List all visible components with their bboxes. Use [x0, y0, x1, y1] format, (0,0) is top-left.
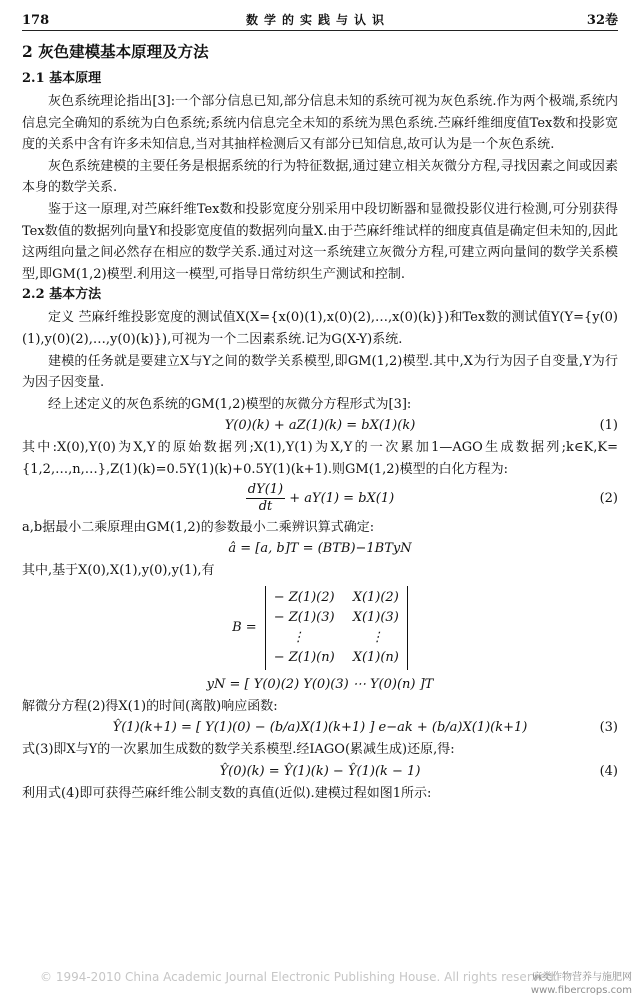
matrix-cell: − Z(1)(n) [273, 649, 335, 665]
yn-equation: yN = [ Y(0)(2) Y(0)(3) ⋯ Y(0)(n) ]T [206, 676, 434, 692]
equation-1 [22, 415, 618, 437]
page-number: 178 [22, 13, 50, 28]
journal-title: 数学的实践与认识 [246, 13, 391, 27]
subsection-title-2-2: 2.2 基本方法 [22, 287, 102, 303]
matrix-cell: − Z(1)(3) [273, 609, 335, 625]
matrix-cell: − Z(1)(2) [273, 589, 335, 605]
paragraph-10: 解微分方程(2)得X(1)的时间(离散)响应函数: [22, 698, 278, 714]
header-rule [22, 30, 618, 31]
matrix-cell: X(1)(2) [352, 589, 399, 605]
equation-3 [22, 717, 618, 739]
equation-2 [22, 481, 618, 517]
equation-3-body: Ŷ(1)(k+1) = [ Y(1)(0) − (b/a)X(1)(k+1) ] e−ak + (b/a)X(1)(k+1) [112, 720, 528, 736]
matrix-cell: X(1)(3) [352, 609, 399, 625]
equation-2-rest: + aY(1) = bX(1) [289, 490, 395, 506]
paragraph-1: 灰色系统理论指出[3]:一个部分信息已知,部分信息未知的系统可视为灰色系统.作为两个极端,系统内信息完全确知的系统为白色系统;系统内信息完全未知的系统为黑色系统.苎麻纤维细度值Tex数和投影宽度的关系中含有许多未知信息,当对其抽样检测后又有部分已知信息,故可认为是一个灰色系统. [22, 94, 618, 153]
equation-3-number: (3) [599, 720, 618, 736]
matrix-cell: X(1)(n) [352, 649, 399, 665]
equation-4 [22, 761, 618, 783]
paragraph-8: a,b据最小二乘原理由GM(1,2)的参数最小二乘辨识算式确定: [22, 519, 375, 535]
paragraph-2: 灰色系统建模的主要任务是根据系统的行为特征数据,通过建立相关灰微分方程,寻找因素之间或因素本身的数学关系. [22, 158, 618, 196]
equation-1-number: (1) [599, 418, 618, 434]
paragraph-12: 利用式(4)即可获得苎麻纤维公制支数的真值(近似).建模过程如图1所示: [22, 785, 432, 801]
fraction-numerator: dY(1) [247, 481, 284, 497]
volume-label: 32卷 [586, 13, 618, 28]
matrix-label: B = [232, 620, 257, 636]
section-title: 2 灰色建模基本原理及方法 [22, 42, 209, 61]
matrix-body [265, 586, 408, 670]
paragraph-11: 式(3)即X与Y的一次累加生成数的数学关系模型.经IAGO(累减生成)还原,得: [22, 742, 455, 758]
running-header [22, 6, 618, 28]
equation-4-body: Ŷ(0)(k) = Ŷ(1)(k) − Ŷ(1)(k − 1) [219, 763, 421, 779]
paragraph-9: 其中,基于X(0),X(1),y(0),y(1),有 [22, 563, 215, 579]
paragraph-6: 经上述定义的灰色系统的GM(1,2)模型的灰微分方程形式为[3]: [48, 396, 412, 412]
fraction-denominator: dt [258, 498, 273, 514]
equation-2-number: (2) [599, 490, 618, 506]
equation-4-number: (4) [599, 763, 618, 779]
least-squares-equation: â = [a, b]T = (BTB)−1BTyN [228, 541, 412, 557]
paragraph-7: 其中:X(0),Y(0)为X,Y的原始数据列;X(1),Y(1)为X,Y的一次累加1—AGO生成数据列;k∈K,K={1,2,…,n,…},Z(1)(k)=0.5Y(1)(k)+0.5Y(1)(k+1).则GM(1,2)模型的白化方程为: [22, 440, 618, 477]
paragraph-3: 鉴于这一原理,对苎麻纤维Tex数和投影宽度分别采用中段切断器和显微投影仪进行检测,可分别获得Tex数值的数据列向量Y和投影宽度值的数据列向量X.由于苎麻纤维试样的细度真值是确定但未知的,因此这两组向量之间必然存在相应的数学关系.通过对这一系统建立灰微分方程,可建立两向量间的数学关系模型,即GM(1,2)模型.利用这一模型,可指导日常纺织生产测试和控制. [22, 201, 618, 282]
paragraph-5: 建模的任务就是要建立X与Y之间的数学关系模型,即GM(1,2)模型.其中,X为行为因子自变量,Y为行为因子因变量. [22, 353, 618, 391]
subsection-title-2-1: 2.1 基本原理 [22, 71, 102, 86]
site-watermark: 麻类作物营养与施肥网 www.fibercrops.com [530, 972, 632, 996]
equation-2-fraction [246, 482, 285, 515]
equation-1-body: Y(0)(k) + aZ(1)(k) = bX(1)(k) [224, 418, 416, 434]
copyright-watermark: © 1994-2010 China Academic Journal Electronic Publishing House. All rights reserved. [40, 970, 558, 984]
matrix-cell: ⋮ [370, 629, 384, 645]
matrix-B [22, 586, 618, 670]
matrix-cell: ⋮ [291, 629, 305, 645]
definition-paragraph: 定义 苎麻纤维投影宽度的测试值X(X={x(0)(1),x(0)(2),…,x(0)(k)})和Tex数的测试值Y(Y={y(0)(1),y(0)(2),…,y(0)(k)}),可视为一个二因素系统.记为G(X-Y)系统. [22, 310, 618, 347]
